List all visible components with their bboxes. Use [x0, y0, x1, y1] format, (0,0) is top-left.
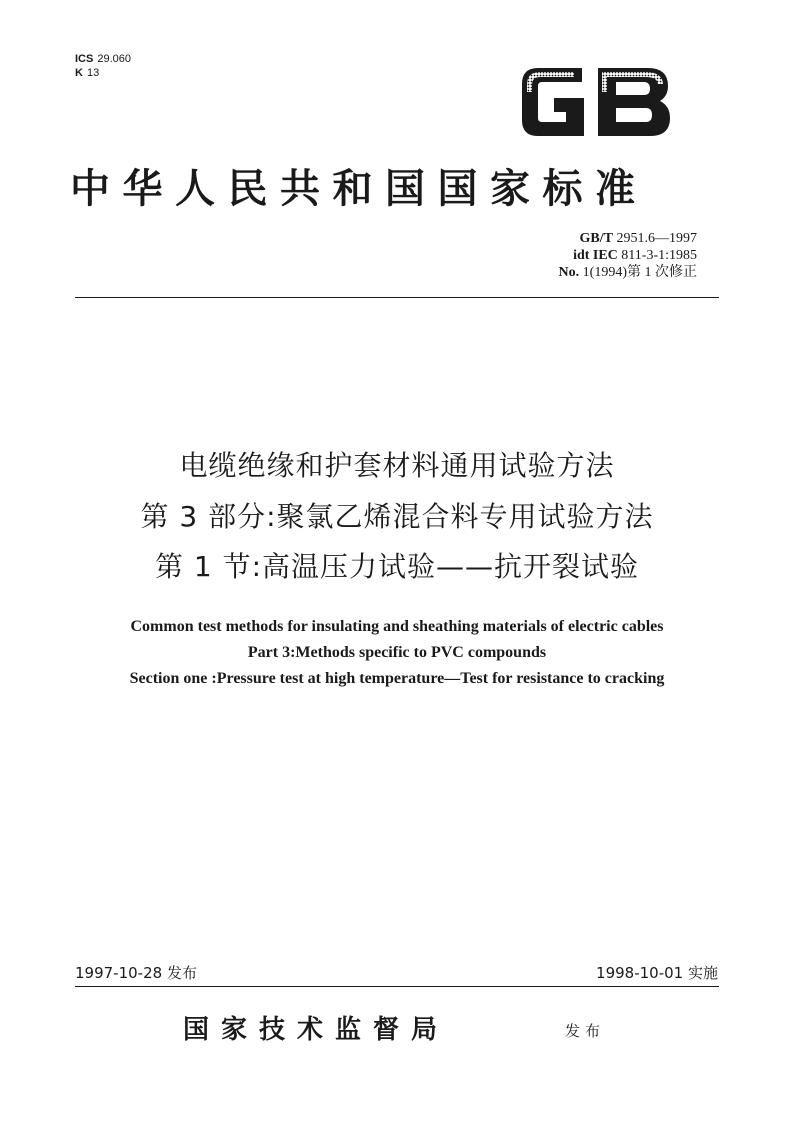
footer-rule: [75, 986, 719, 987]
amendment-text: 1(1994)第 1 次修正: [582, 265, 697, 280]
idt-prefix: idt IEC: [573, 248, 618, 263]
gb-logo-icon: [518, 62, 674, 142]
idt-standard-number: [573, 247, 697, 264]
ccs-value: 13: [86, 67, 100, 79]
chinese-title-line-3: 第 1 节:高温压力试验——抗开裂试验: [154, 550, 640, 583]
idt-code: 811-3-1:1985: [621, 248, 697, 263]
ics-code: [75, 52, 131, 66]
implementation-date: 1998-10-01 实施: [596, 964, 718, 982]
chinese-title-line-2: 第 3 部分:聚氯乙烯混合料专用试验方法: [140, 500, 654, 533]
publisher-name: 国家技术监督局: [183, 1015, 450, 1045]
ccs-label: K: [75, 67, 83, 79]
issue-date: 1997-10-28 发布: [75, 964, 197, 982]
ics-label: ICS: [75, 53, 94, 65]
english-title-line-1: Common test methods for insulating and sheathing materials of electric cables: [130, 618, 664, 635]
amendment-prefix: No.: [558, 265, 580, 280]
english-title-line-3: Section one :Pressure test at high temperature—Test for resistance to cracking: [129, 670, 665, 687]
publisher-verb: 发布: [565, 1022, 606, 1040]
header-rule: [75, 297, 719, 298]
ics-value: 29.060: [97, 53, 131, 65]
chinese-title-line-1: 电缆绝缘和护套材料通用试验方法: [179, 449, 615, 482]
ccs-code: [75, 66, 99, 80]
gb-prefix: GB/T: [579, 231, 613, 246]
gb-standard-number: [580, 230, 697, 247]
english-title-line-2: Part 3:Methods specific to PVC compounds: [247, 644, 547, 661]
amendment-number: [559, 264, 697, 281]
gb-code: 2951.6—1997: [616, 231, 697, 246]
national-standard-title: 中华人民共和国国家标准: [70, 165, 648, 212]
